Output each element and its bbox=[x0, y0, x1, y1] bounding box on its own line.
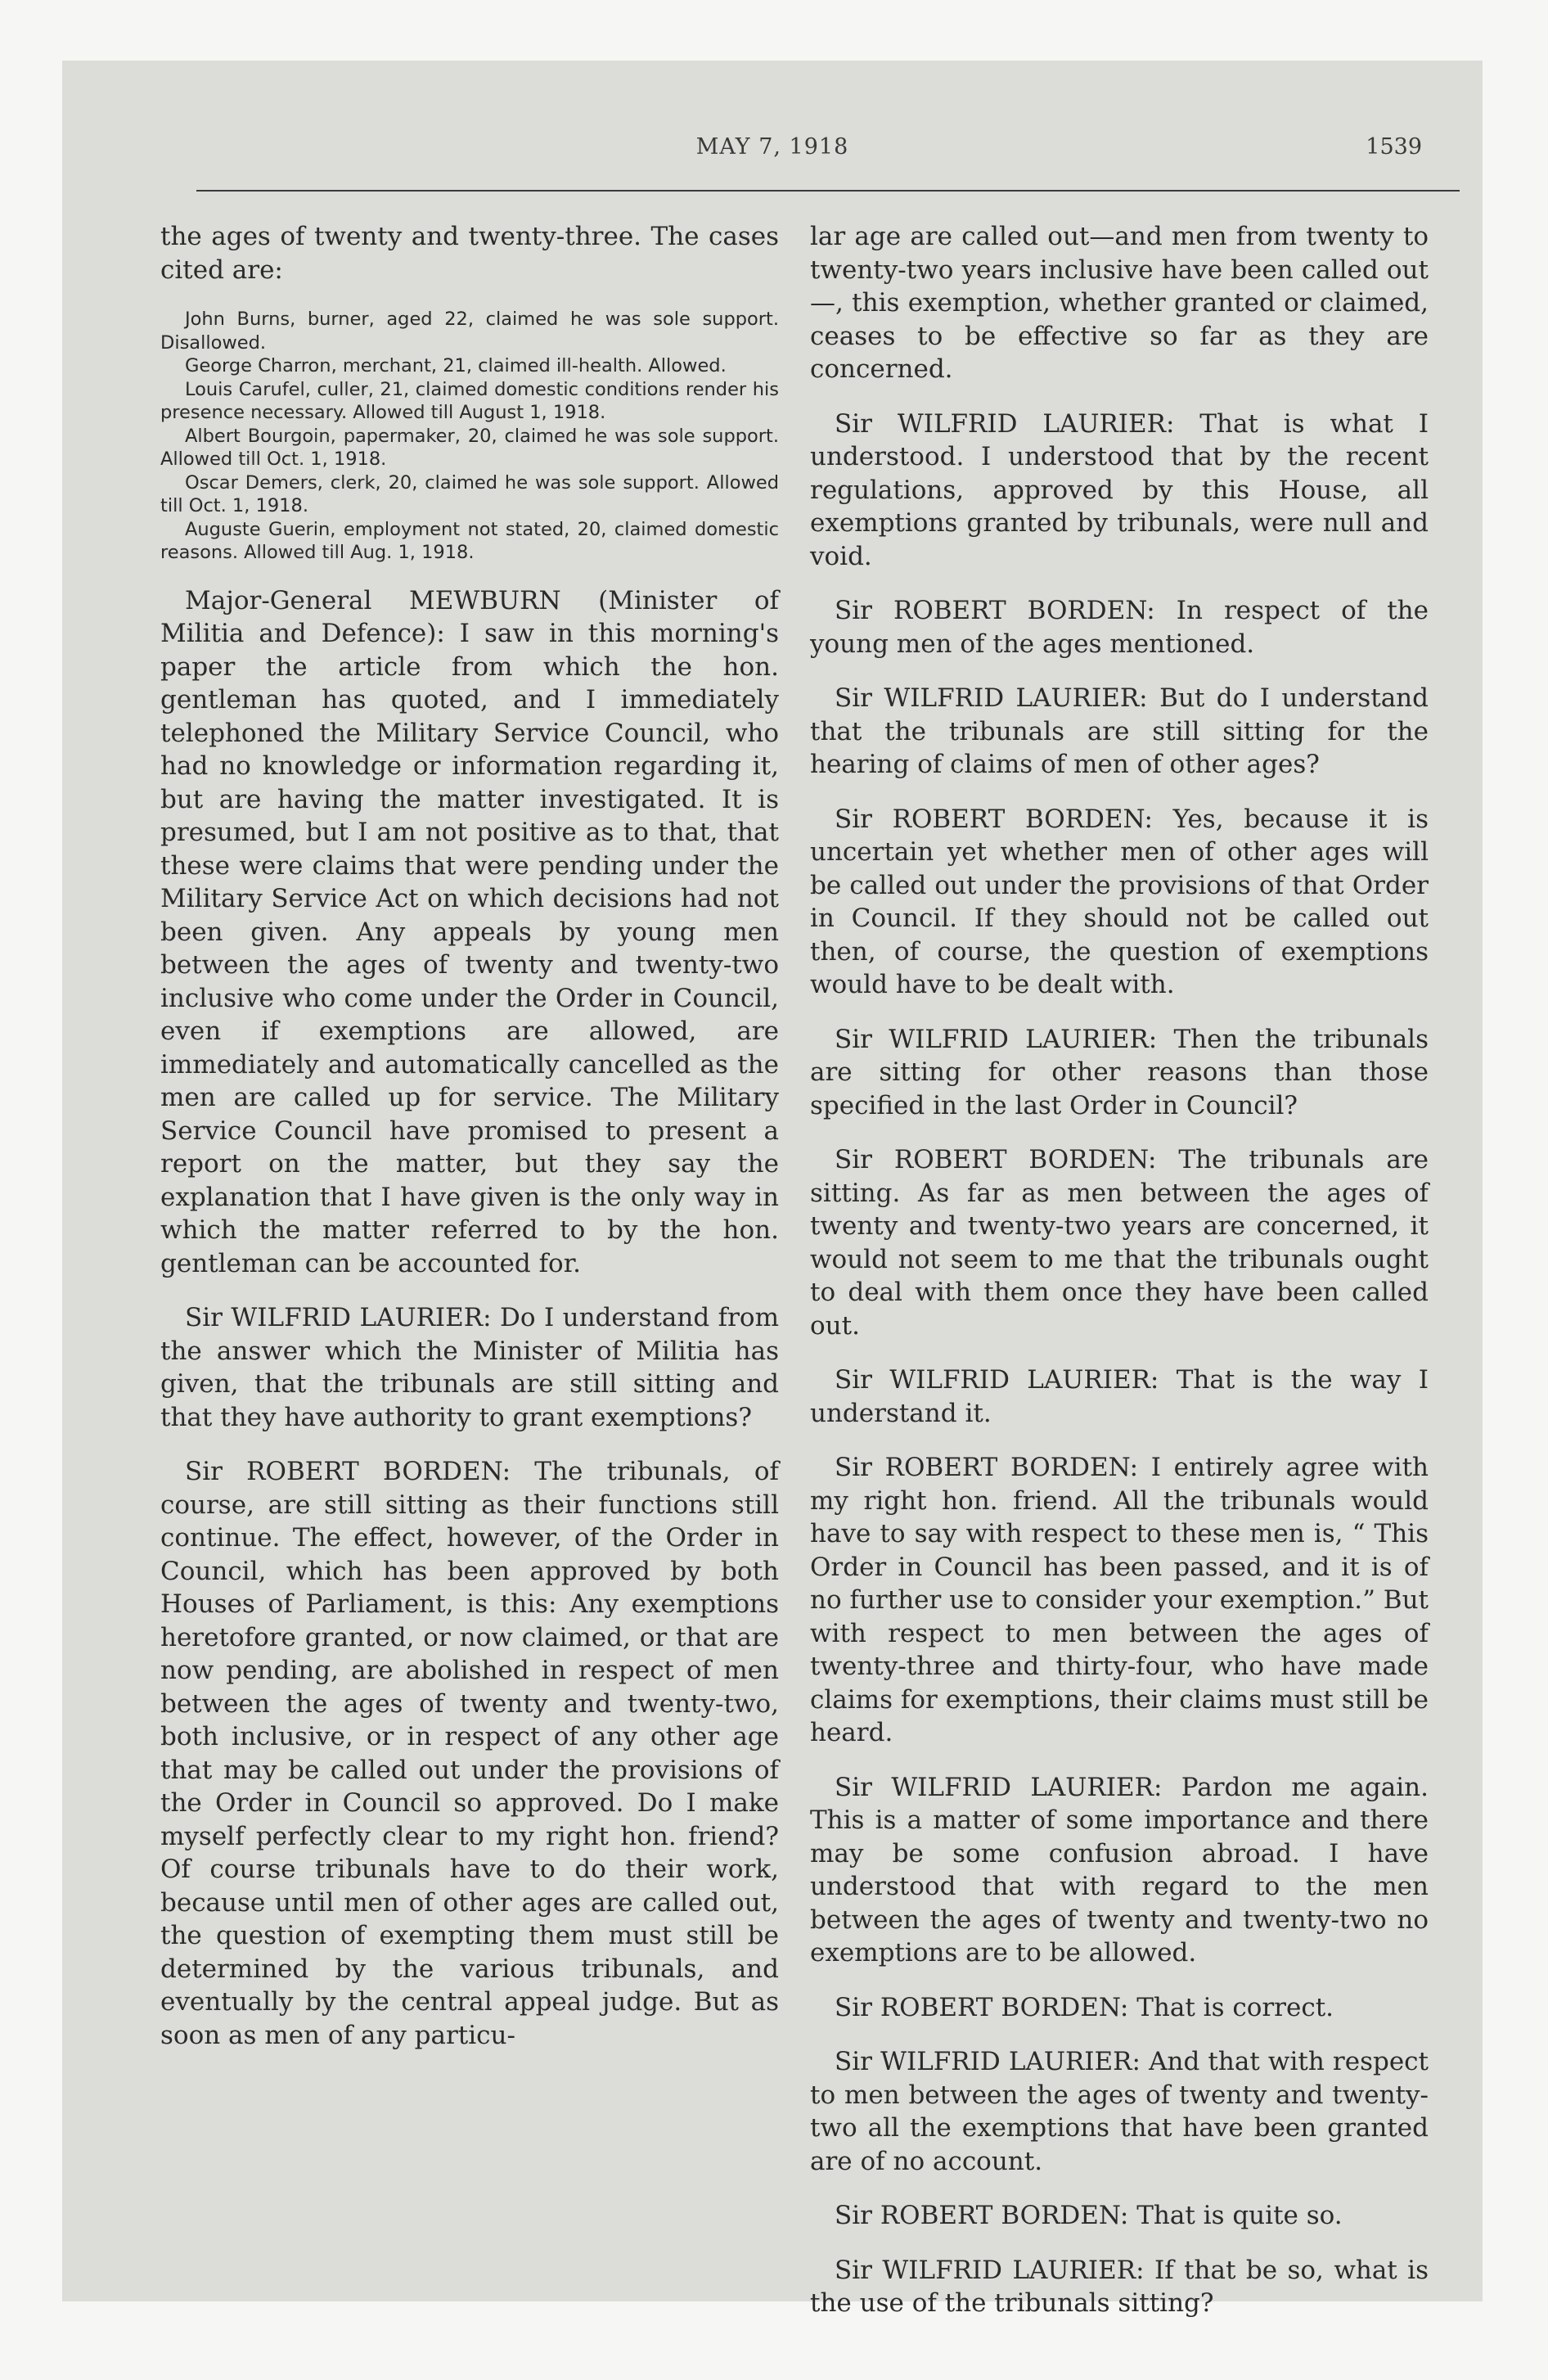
speech-paragraph: Sir WILFRID LAURIER: Then the tribunals are sitting for other reasons than those specified in the last Order in Council? bbox=[810, 1024, 1429, 1120]
speech-paragraph: Sir ROBERT BORDEN: The tribunals are sitting. As far as men between the ages of twenty and twenty-two years are concerned, it would not seem to me that the tribunals ought to deal with them once they have been called out. bbox=[810, 1145, 1429, 1341]
speech-paragraph: Sir ROBERT BORDEN: That is correct. bbox=[835, 1992, 1334, 2022]
speech-paragraph: Sir WILFRID LAURIER: Do I understand from the answer which the Minister of Militia has given, that the tribunals are still sitting and that they have authority to grant exemptions? bbox=[160, 1303, 779, 1432]
case-item: Albert Bourgoin, papermaker, 20, claimed he was sole support. Allowed till Oct. 1, 1918. bbox=[160, 425, 779, 470]
intro-paragraph: the ages of twenty and twenty-three. The cases cited are: bbox=[160, 222, 779, 285]
right-column bbox=[810, 220, 1429, 2342]
left-column bbox=[160, 220, 779, 2073]
cases-list bbox=[160, 308, 779, 565]
speech-paragraph: Sir WILFRID LAURIER: If that be so, what is the use of the tribunals sitting? bbox=[810, 2255, 1429, 2318]
speech-paragraph: Sir WILFRID LAURIER: That is the way I understand it. bbox=[810, 1365, 1429, 1428]
speech-paragraph: Sir ROBERT BORDEN: Yes, because it is uncertain yet whether men of other ages will be called out under the provisions of that Order in Council. If they should not be called out then, of course, the question of exemptions would have to be dealt with. bbox=[810, 804, 1429, 999]
page-number: 1539 bbox=[1366, 134, 1422, 160]
case-item: George Charron, merchant, 21, claimed ill-health. Allowed. bbox=[185, 355, 727, 376]
page-date: MAY 7, 1918 bbox=[695, 134, 849, 160]
case-item: Louis Carufel, culler, 21, claimed domestic conditions render his presence necessary. Allowed till August 1, 1918. bbox=[160, 378, 779, 423]
case-item: Oscar Demers, clerk, 20, claimed he was sole support. Allowed till Oct. 1, 1918. bbox=[160, 471, 779, 516]
header-rule bbox=[196, 190, 1460, 192]
speech-paragraph: Sir ROBERT BORDEN: That is quite so. bbox=[835, 2201, 1343, 2230]
case-item: John Burns, burner, aged 22, claimed he was sole support. Disallowed. bbox=[160, 309, 779, 354]
speech-paragraph: Sir WILFRID LAURIER: That is what I understood. I understood that by the recent regulations, approved by this House, all exemptions granted by tribunals, were null and void. bbox=[810, 408, 1429, 571]
speech-paragraph: Sir ROBERT BORDEN: In respect of the young men of the ages mentioned. bbox=[810, 596, 1429, 659]
speech-paragraph: Sir WILFRID LAURIER: But do I understand that the tribunals are still sitting for the hearing of claims of men of other ages? bbox=[810, 683, 1429, 779]
speech-paragraph: Sir ROBERT BORDEN: The tribunals, of course, are still sitting as their functions still continue. The effect, however, of the Order in Council, which has been approved by both Houses of Parliament, is this: Any exemptions heretofore granted, or now claimed, or that are now pending, are abolished in respect of men between the ages of twenty and twenty-two, both inclusive, or in respect of any other age that may be called out under the provisions of the Order in Council so approved. Do I make myself perfectly clear to my right hon. friend? Of course tribunals have to do their work, because until men of other ages are called out, the question of exempting them must still be determined by the various tribunals, and eventually by the central appeal judge. But as soon as men of any particu- bbox=[160, 1457, 779, 2050]
scanned-page bbox=[62, 61, 1483, 2318]
speech-paragraph: Major-General MEWBURN (Minister of Militia and Defence): I saw in this morning's paper the article from which the hon. gentleman has quoted, and I immediately telephoned the Military Service Council, who had no knowledge or information regarding it, but are having the matter investigated. It is presumed, but I am not positive as to that, that these were claims that were pending under the Military Service Act on which decisions had not been given. Any appeals by young men between the ages of twenty and twenty-two inclusive who come under the Order in Council, even if exemptions are allowed, are immediately and automatically cancelled as the men are called up for service. The Military Service Council have promised to present a report on the matter, but they say the explanation that I have given is the only way in which the matter referred to by the hon. gentleman can be accounted for. bbox=[160, 585, 779, 1278]
speech-paragraph: Sir WILFRID LAURIER: And that with respect to men between the ages of twenty and twenty-two all the exemptions that have been granted are of no account. bbox=[810, 2047, 1429, 2176]
speech-paragraph: Sir WILFRID LAURIER: Pardon me again. This is a matter of some importance and there may be some confusion abroad. I have understood that with regard to the men between the ages of twenty and twenty-two no exemptions are to be allowed. bbox=[810, 1772, 1429, 1968]
speech-paragraph: Sir ROBERT BORDEN: I entirely agree with my right hon. friend. All the tribunals would have to say with respect to these men is, “ This Order in Council has been passed, and it is of no further use to consider your exemption.” But with respect to men between the ages of twenty-three and thirty-four, who have made claims for exemptions, their claims must still be heard. bbox=[810, 1453, 1429, 1747]
case-item: Auguste Guerin, employment not stated, 20, claimed domestic reasons. Allowed till Aug. 1, 1918. bbox=[160, 518, 779, 563]
speech-paragraph: lar age are called out—and men from twenty to twenty-two years inclusive have been called out—, this exemption, whether granted or claimed, ceases to be effective so far as they are concerned. bbox=[810, 222, 1429, 384]
running-head bbox=[62, 134, 1483, 175]
